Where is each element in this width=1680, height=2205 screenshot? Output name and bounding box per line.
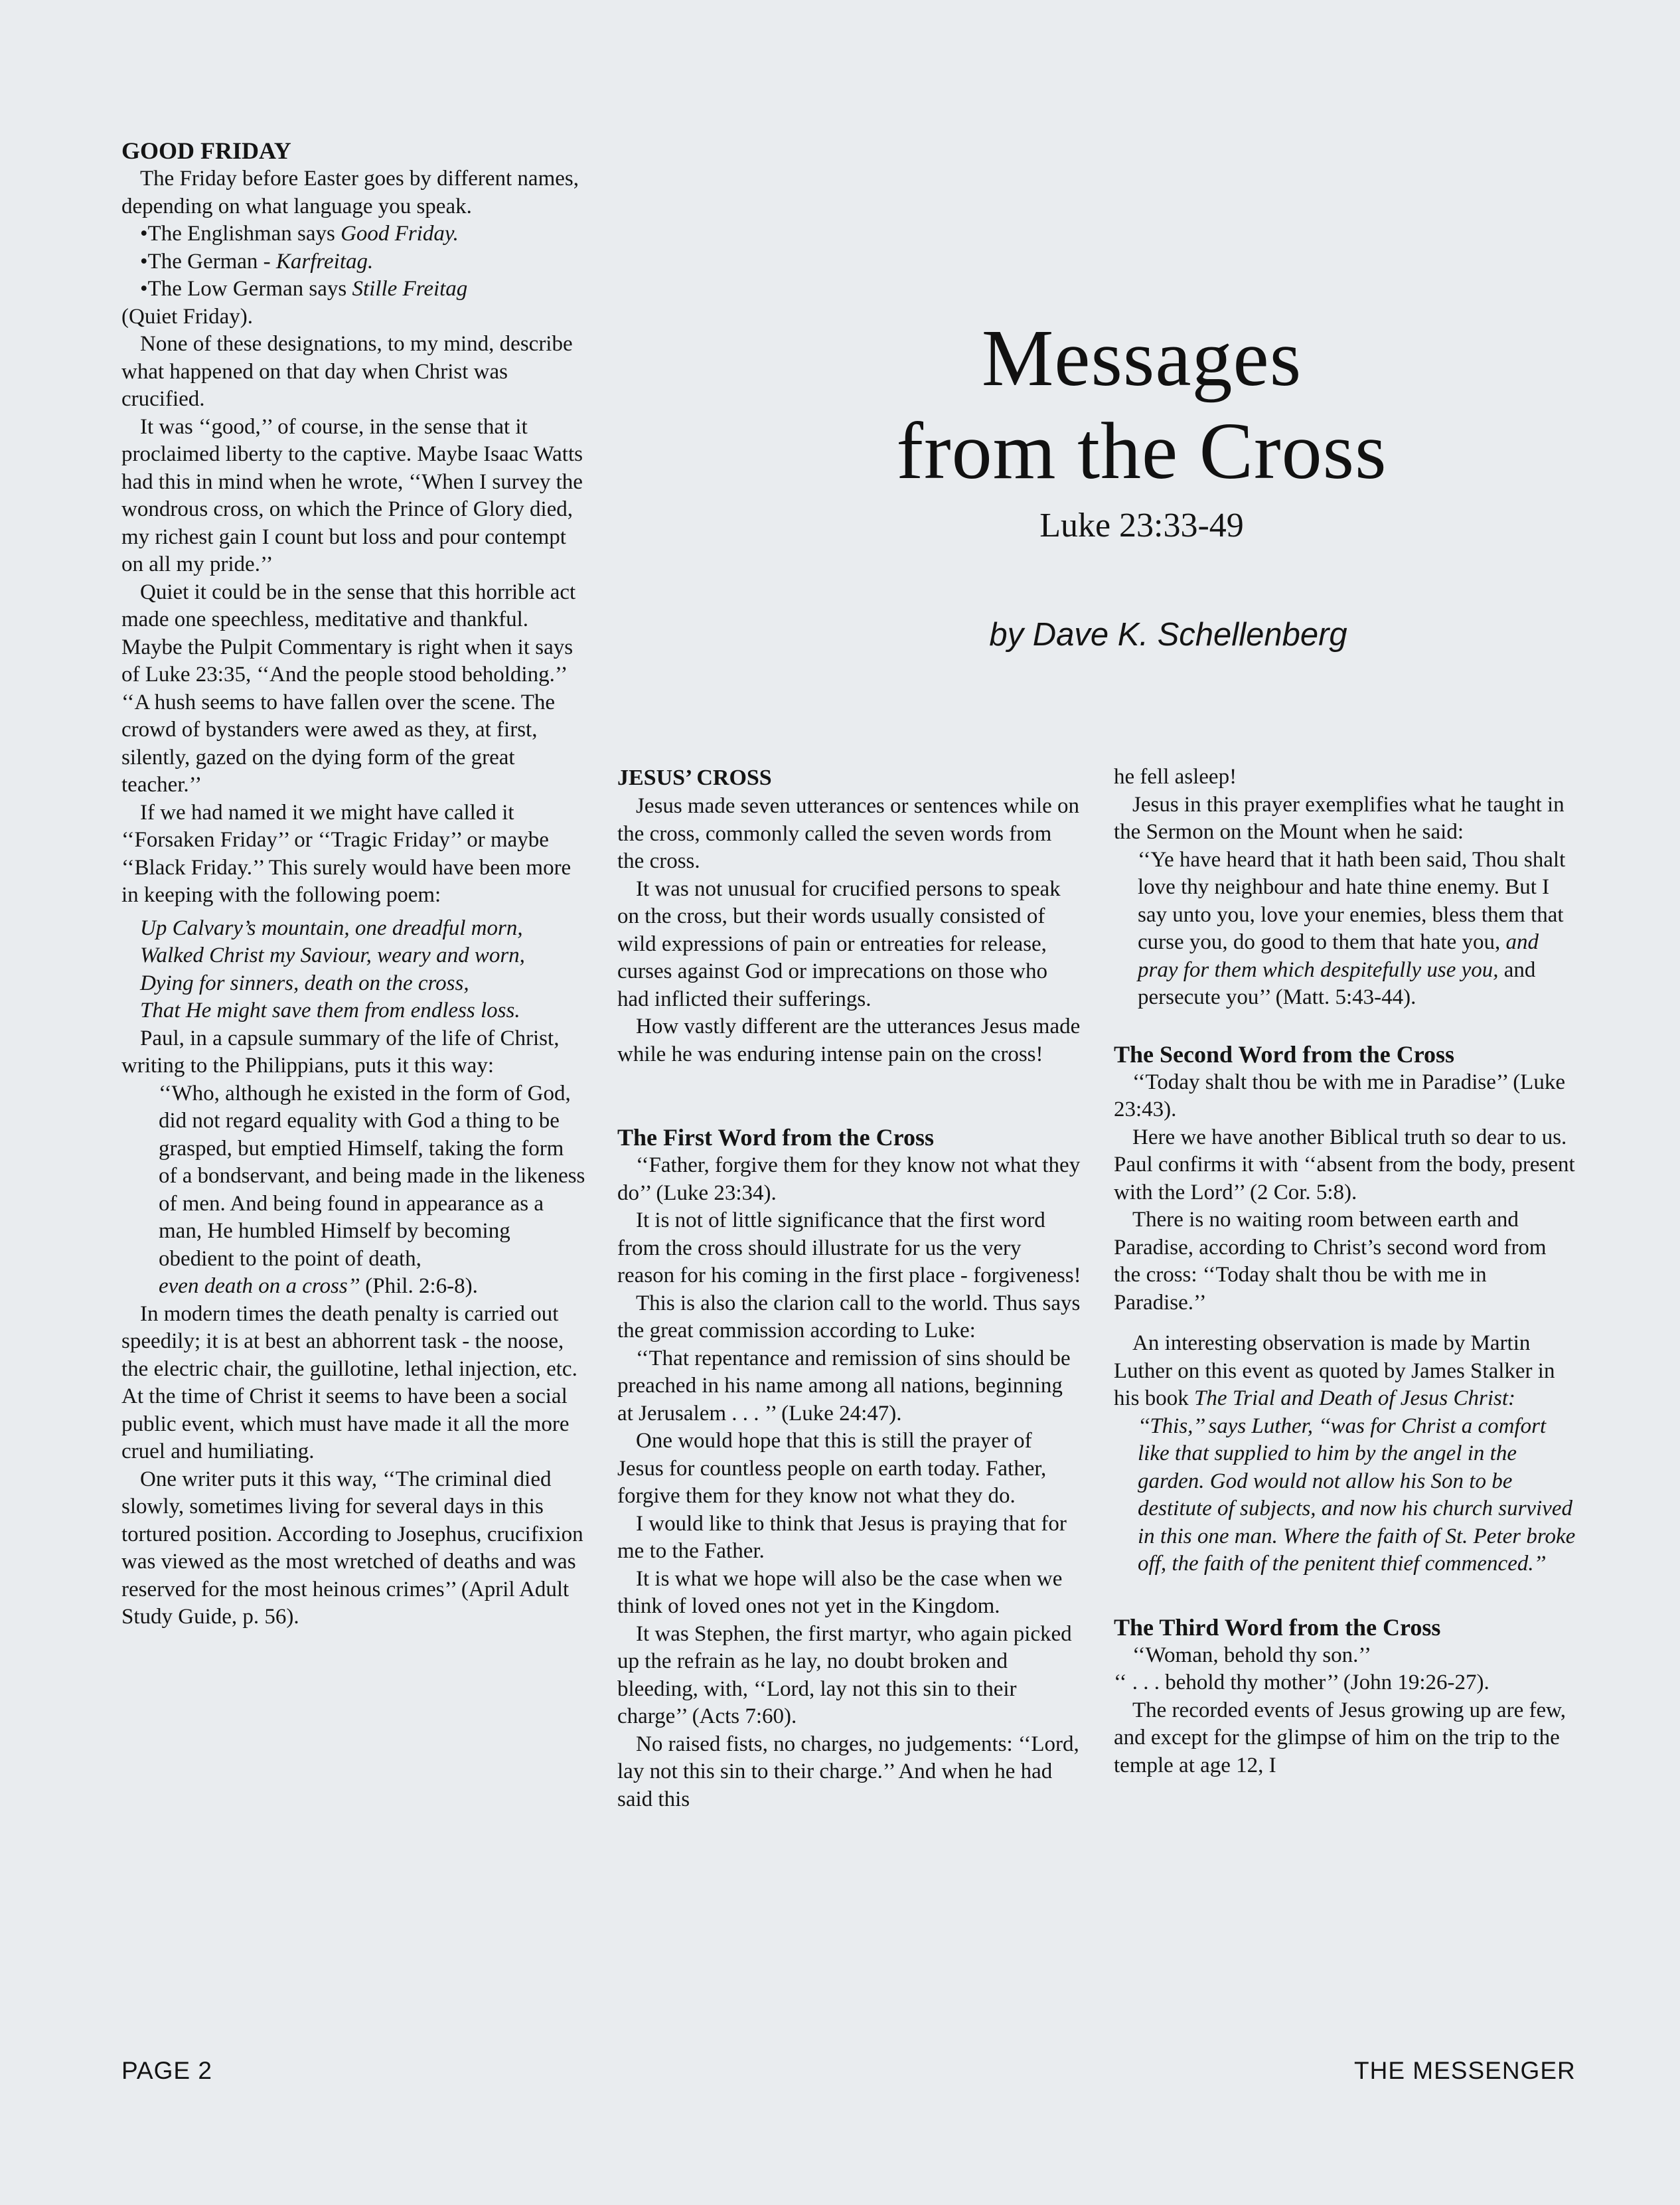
paragraph: Quiet it could be in the sense that this horrible act made one speechless, meditative and thankful. Maybe the Pulpit Commentary is right when it says of Luke 23:35, ‘‘And the people stood beholding.’’ ‘‘A hush seems to have fallen over the scene. The crowd of bystanders were awed as they, at first, silently, gazed on the dying form of the great teacher.’’: [121, 580, 576, 797]
paragraph: It was ‘‘good,’’ of course, in the sense that it proclaimed liberty to the captive. Maybe Isaac Watts had this in mind when he wrote, ‘‘When I survey the wondrous cross, on which the Prince of Glory died, my richest gain I count but loss and pour contempt on all my pride.’’: [121, 414, 583, 576]
paragraph: One would hope that this is still the prayer of Jesus for countless people on earth today. Father, forgive them for they know not what they do.: [617, 1429, 1047, 1508]
article-title-line-2: from the Cross: [896, 406, 1387, 496]
block-quote: ‘‘Who, although he existed in the form of God, did not regard equality with God a thing to be grasped, but emptied Himself, taking the form of a bondservant, and being made in the likeness of men. And being found in appearance as a man, He humbled Himself by becoming obedient to the point of death, even death on a cross’’ (Phil. 2:6-8).: [159, 1081, 585, 1298]
section-heading-third-word: The Third Word from the Cross: [1114, 1613, 1441, 1641]
block-quote: ‘‘This,’’ says Luther, ‘‘was for Christ a comfort like that supplied to him by the angel in the garden. God would not allow his Son to be destitute of subjects, and now his church survived in this one man. Where the faith of St. Peter broke off, the faith of the penitent thief commenced.’’: [1138, 1414, 1576, 1576]
paragraph: The recorded events of Jesus growing up are few, and except for the glimpse of him on the trip to the temple at age 12, I: [1114, 1698, 1566, 1777]
paragraph: It is what we hope will also be the case when we think of loved ones not yet in the Kingdom.: [617, 1566, 1063, 1618]
section-heading-jesus-cross: JESUS’ CROSS: [617, 766, 772, 790]
paragraph: I would like to think that Jesus is praying that for me to the Father.: [617, 1511, 1067, 1563]
bullet-item: •The Low German says Stille Freitag (Quiet Friday).: [121, 277, 468, 329]
block-quote: ‘‘Ye have heard that it hath been said, Thou shalt love thy neighbour and hate thine enemy. But I say unto you, love your enemies, bless them that curse you, do good to them that hate you, and pray for them which despitefully use you, and persecute you’’ (Matt. 5:43-44).: [1138, 847, 1566, 1009]
paragraph: he fell asleep!: [1114, 765, 1237, 789]
paragraph: ‘‘ . . . behold thy mother’’ (John 19:26-27).: [1114, 1671, 1489, 1694]
paragraph: This is also the clarion call to the world. Thus says the great commission according to Luke:: [617, 1291, 1081, 1343]
article-title-line-1: Messages: [981, 313, 1302, 403]
right-column: [1114, 764, 1578, 1779]
section-heading-first-word: The First Word from the Cross: [617, 1124, 934, 1151]
paragraph: ‘‘Father, forgive them for they know not what they do’’ (Luke 23:34).: [617, 1153, 1081, 1205]
paragraph: How vastly different are the utterances Jesus made while he was enduring intense pain on the cross!: [617, 1015, 1081, 1066]
article-title-block: [757, 312, 1527, 546]
publication-name: THE MESSENGER: [1354, 2057, 1576, 2084]
paragraph: ‘‘Woman, behold thy son.’’: [1132, 1643, 1371, 1667]
paragraph: It was not unusual for crucified persons to speak on the cross, but their words usually consisted of wild expressions of pain or entreaties for release, curses against God or imprecations on those who had inflicted their sufferings.: [617, 876, 1061, 1011]
paragraph: Here we have another Biblical truth so dear to us. Paul confirms it with ‘‘absent from the body, present with the Lord’’ (2 Cor. 5:8).: [1114, 1125, 1575, 1204]
paragraph: No raised fists, no charges, no judgements: ‘‘Lord, lay not this sin to their charge.’’ And when he had said this: [617, 1732, 1079, 1811]
paragraph: An interesting observation is made by Martin Luther on this event as quoted by James Stalker in his book The Trial and Death of Jesus Christ:: [1114, 1331, 1555, 1410]
author-byline: by Dave K. Schellenberg: [989, 617, 1347, 653]
middle-column: [617, 764, 1082, 1813]
paragraph: If we had named it we might have called it ‘‘Forsaken Friday’’ or ‘‘Tragic Friday’’ or maybe ‘‘Black Friday.’’ This surely would have been more in keeping with the following poem:: [121, 800, 572, 907]
bullet-item: •The Englishman says Good Friday.: [140, 222, 459, 246]
paragraph: Jesus made seven utterances or sentences while on the cross, commonly called the seven words from the cross.: [617, 794, 1080, 873]
poem-line: Walked Christ my Saviour, weary and worn,: [140, 943, 525, 967]
paragraph: There is no waiting room between earth and Paradise, according to Christ’s second word from the cross: ‘‘Today shalt thou be with me in Paradise.’’: [1114, 1208, 1547, 1315]
poem-line: That He might save them from endless loss.: [140, 999, 520, 1022]
paragraph: None of these designations, to my mind, describe what happened on that day when Christ was crucified.: [121, 332, 573, 411]
section-heading-good-friday: GOOD FRIDAY: [121, 137, 291, 164]
paragraph: ‘‘That repentance and remission of sins should be preached in his name among all nations, beginning at Jerusalem . . . ’’ (Luke 24:47).: [617, 1346, 1071, 1426]
paragraph: In modern times the death penalty is carried out speedily; it is at best an abhorrent task - the noose, the electric chair, the guillotine, lethal injection, etc. At the time of Christ it seems to have been a social public event, which must have made it all the more cruel and humiliating.: [121, 1301, 577, 1463]
left-column: [121, 136, 586, 1631]
paragraph: The Friday before Easter goes by different names, depending on what language you speak.: [121, 167, 579, 218]
bullet-item: •The German - Karfreitag.: [140, 249, 374, 274]
paragraph: ‘‘Today shalt thou be with me in Paradise’’ (Luke 23:43).: [1114, 1070, 1565, 1121]
poem-line: Up Calvary’s mountain, one dreadful morn,: [140, 916, 523, 940]
paragraph: One writer puts it this way, ‘‘The criminal died slowly, sometimes living for several days in this tortured position. According to Josephus, crucifixion was viewed as the most wretched of deaths and was reserved for the most heinous crimes’’ (April Adult Study Guide, p. 56).: [121, 1467, 583, 1629]
page-number: PAGE 2: [121, 2057, 212, 2084]
paragraph: It is not of little significance that the first word from the cross should illustrate for us the very reason for his coming in the first place - forgiveness!: [617, 1208, 1081, 1287]
paragraph: Jesus in this prayer exemplifies what he taught in the Sermon on the Mount when he said:: [1114, 792, 1565, 844]
scripture-reference: Luke 23:33-49: [1039, 507, 1244, 544]
poem: [121, 915, 586, 1025]
poem-line: Dying for sinners, death on the cross,: [140, 971, 469, 995]
paragraph: Paul, in a capsule summary of the life of Christ, writing to the Philippians, puts it this way:: [121, 1026, 560, 1078]
paragraph: It was Stephen, the first martyr, who again picked up the refrain as he lay, no doubt broken and bleeding, with, ‘‘Lord, lay not this sin to their charge’’ (Acts 7:60).: [617, 1621, 1072, 1728]
section-heading-second-word: The Second Word from the Cross: [1114, 1040, 1455, 1068]
